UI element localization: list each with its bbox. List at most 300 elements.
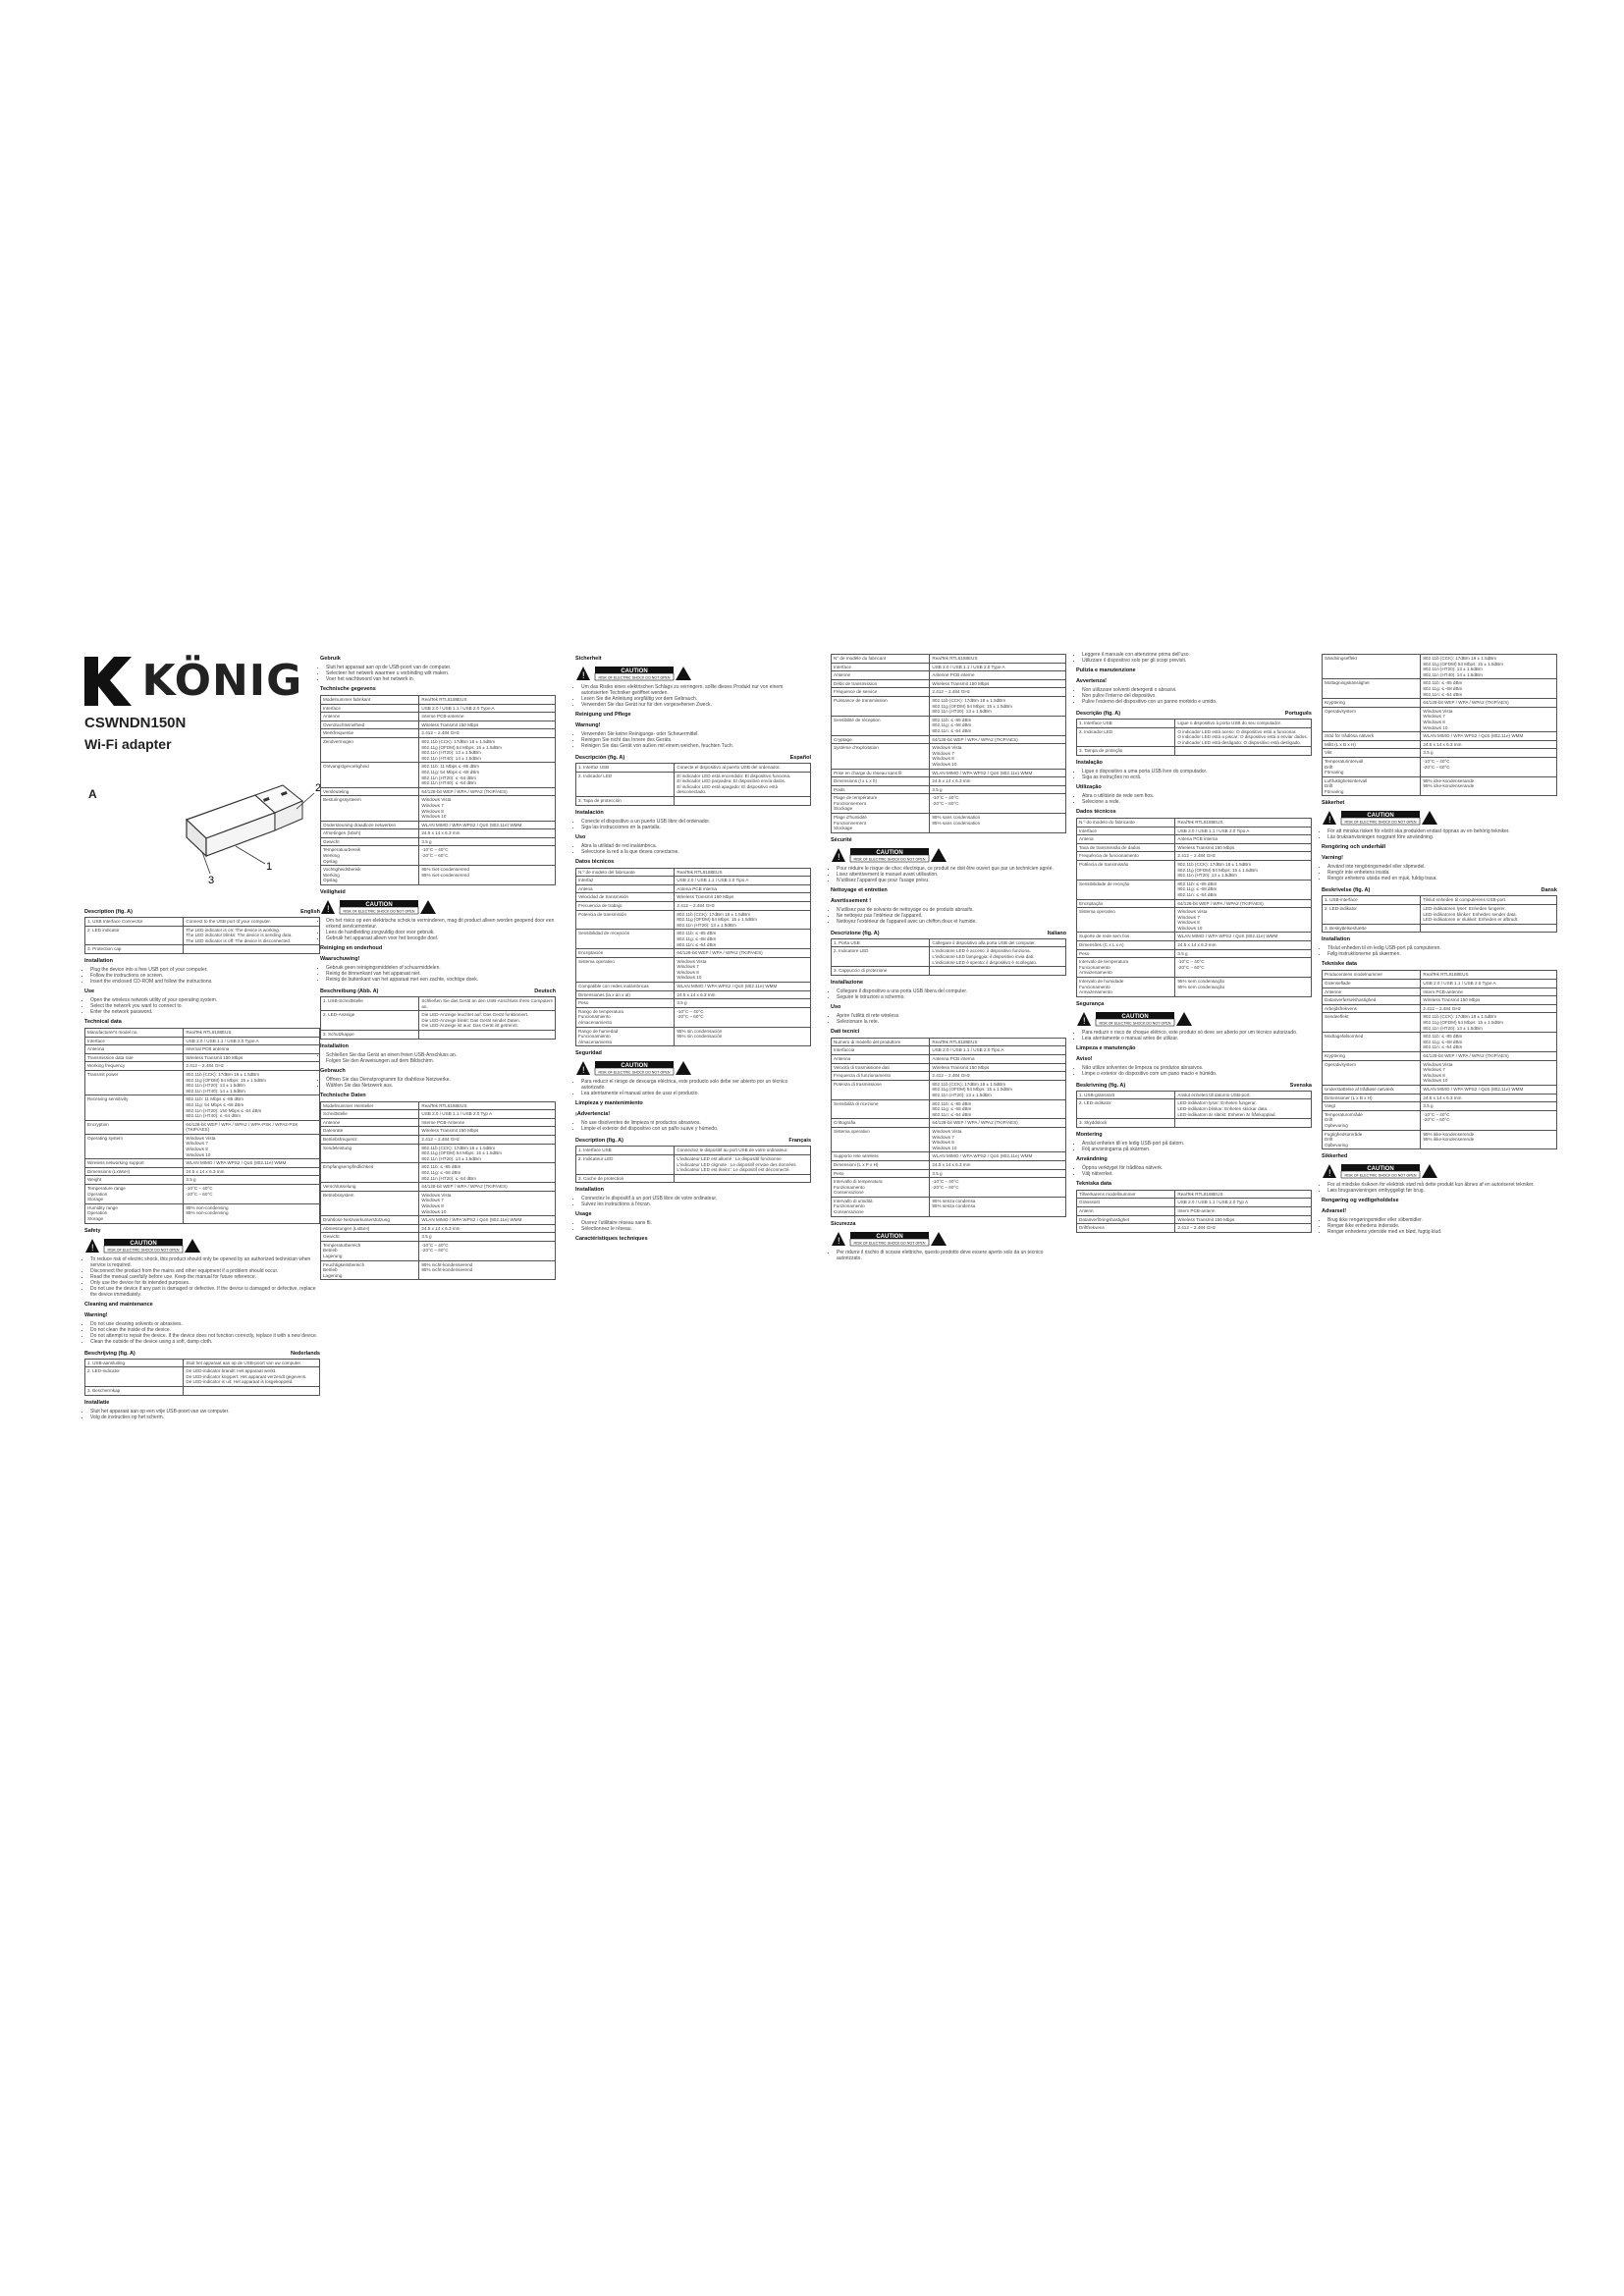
bullet-item: • Sluit het apparaat aan op een vrije USB-poort van uw computer. (90, 1409, 320, 1415)
manual-section (575, 810, 811, 830)
spec-value: Collegare il dispositivo alla porta USB del computer. (930, 938, 1066, 947)
spec-key: 1. Porta USB (832, 938, 930, 947)
section-title: Technical data (84, 1018, 122, 1025)
spec-value: RealTek RTL8188EUS (1175, 1190, 1312, 1199)
bullet-item: • Läs bruksanvisningen noggrant före användning. (1327, 834, 1557, 840)
section-title: Installation (84, 957, 114, 964)
spec-value: 95% non-condensing 95% non-condensing (184, 1203, 320, 1223)
section-language: Português (1284, 711, 1312, 717)
spec-key: Sendeeffekt (1323, 1013, 1421, 1033)
spec-key: Feuchtigkeitsbereich Betrieb Lagerung (321, 1260, 419, 1280)
caution-subtitle: RISK OF ELECTRIC SHOCK DO NOT OPEN (107, 1248, 180, 1253)
spec-key: Overdrachtssnelheid (321, 721, 419, 729)
spec-row (321, 696, 556, 705)
spec-key: Kryptering (1323, 699, 1421, 708)
spec-value: 802.11b: ≤ -85 dBm 802.11g: ≤ -68 dBm 802.11n: ≤ -64 dBm (1421, 679, 1557, 699)
bullet-item: • Connectez le dispositif à un port USB libre de votre ordinateur. (581, 1196, 811, 1201)
bullet-list (575, 1120, 811, 1132)
caution-title: CAUTION (365, 902, 393, 909)
spec-value: Antenne PCB interne (930, 671, 1066, 680)
spec-value: 24.5 x 14 x 6.3 mm (1421, 1094, 1557, 1102)
caution-warning-icon (1076, 1011, 1194, 1027)
bullet-list (84, 997, 320, 1015)
spec-value: WLAN MIMO / WPA WPS2 / QoS (802.11e) WMM (1421, 732, 1557, 741)
spec-row (832, 777, 1066, 786)
spec-key: Stöd för trådlösa nätverk (1323, 732, 1421, 741)
spec-row (576, 884, 811, 893)
spec-value: Conecte el dispositivo al puerto USB del ordenador. (675, 764, 811, 773)
spec-row (85, 1045, 320, 1054)
bullet-item: • Selecione a rede. (1082, 799, 1312, 805)
spec-value (184, 1386, 320, 1395)
spec-value: RealTek RTL8188EUS (1421, 971, 1557, 980)
spec-row (321, 1110, 556, 1119)
bullet-list (575, 731, 811, 749)
spec-value: 95% sin condensación 95% sin condensación (675, 1027, 811, 1046)
bullet-item: • Verwenden Sie das Gerät nur für den vorgesehenen Zweck. (581, 702, 811, 708)
spec-key: Intervallo di umidità Funzionamento Conservazione (832, 1197, 930, 1216)
spec-value: LED-indikatoren lyser: Enheden fungerer. LED-indikatoren blinker: Enheden sender data. LED-indikatoren er slukket: Enheden er afbrudt. (1421, 905, 1557, 925)
spec-table (1322, 895, 1557, 933)
spec-row (321, 1011, 556, 1031)
bullet-item: • Gebruik geen reinigingsmiddelen of schuurmiddelen. (326, 965, 556, 971)
spec-value: Die LED-Anzeige leuchtet auf: Das Gerät funktioniert. Die LED-Anzeige blinkt: Das Gerät sendet Daten. Die LED-Anzeige ist aus: Das Gerät ist getrennt. (419, 1011, 556, 1031)
callout-1: 1 (266, 861, 273, 873)
caution-label (1322, 810, 1557, 826)
section-language: Français (788, 1138, 811, 1145)
bullet-item: • Lisez attentivement le manuel avant utilisation. (837, 872, 1066, 878)
spec-key: Prise en charge du réseau sans fil (832, 769, 930, 777)
spec-key: 1. Interface USB (1077, 720, 1175, 728)
bullet-item: • Använd inte rengöringsmedel eller slipmedel. (1327, 864, 1557, 870)
spec-value: USB 2.0 / USB 1.1 / USB 2.0 Type A (419, 704, 556, 713)
spec-value: 95% sem condensação 95% sem condensação (1175, 978, 1312, 997)
spec-key: Antena (576, 884, 675, 893)
spec-key: Arbejdsfrekvens (1323, 1004, 1421, 1013)
manual-section (320, 1093, 556, 1281)
spec-row (1077, 843, 1312, 852)
spec-key: 3. Skyddslock (1077, 1119, 1175, 1128)
spec-key: Working frequency (85, 1062, 184, 1071)
manual-section (575, 755, 811, 806)
spec-key: Antenn (1077, 1206, 1175, 1215)
spec-key: Interface (85, 1037, 184, 1045)
spec-value: Windows Vista Windows 7 Windows 8 Windows 10 (1421, 707, 1557, 731)
spec-key: Cryptage (832, 735, 930, 744)
section-title: Uso (831, 1003, 841, 1010)
section-title: Seguridad (575, 1050, 602, 1057)
section-title: Installation (1322, 936, 1351, 943)
section-title: Sikkerhed (1322, 1153, 1348, 1160)
bullet-item: • Ouvrez l'utilitaire réseau sans fil. (581, 1220, 811, 1226)
spec-value (419, 1031, 556, 1040)
spec-row (321, 1031, 556, 1040)
bullet-item: • Conecte el dispositivo a un puerto USB libre del ordenador. (581, 819, 811, 825)
bullet-list (1076, 687, 1312, 705)
spec-value: 24.5 x 14 x 6.3 mm (930, 777, 1066, 786)
callout-2: 2 (315, 782, 322, 794)
bullet-item: • Open the wireless network utility of your operating system. (90, 997, 320, 1003)
section-subtitle: Warnung! (575, 722, 601, 728)
caution-title: CAUTION (1367, 1166, 1394, 1173)
spec-value: 3.5 g (930, 1169, 1066, 1178)
spec-row (832, 1152, 1066, 1161)
bullet-item: • Para reducir el riesgo de descarga eléctrica, este producto solo debe ser abierto por un técnico autorizado. (581, 1079, 811, 1091)
bullet-item: • Utilizzare il dispositivo solo per gli scopi previsti. (1082, 658, 1312, 664)
svg-text:!: ! (582, 670, 585, 680)
spec-row (321, 829, 556, 838)
spec-row (1077, 1091, 1312, 1099)
svg-text:!: ! (1328, 815, 1331, 826)
bullet-item: • Wählen Sie das Netzwerk aus. (326, 1083, 556, 1089)
spec-value: 2.412 – 2.484 GHz (184, 1062, 320, 1071)
manual-section (1076, 760, 1312, 780)
bullet-list (320, 1052, 556, 1064)
section-title: Installation (575, 1187, 605, 1194)
section-title: Dati tecnici (831, 1028, 860, 1035)
spec-row (321, 1144, 556, 1163)
spec-key: 3. Cappuccio di protezione (832, 967, 930, 976)
spec-row (1323, 896, 1557, 905)
spec-row (1077, 978, 1312, 997)
spec-row (832, 794, 1066, 814)
svg-text:!: ! (91, 1242, 94, 1253)
spec-row (576, 1147, 811, 1155)
spec-value: RealTek RTL8188EUS (184, 1028, 320, 1037)
spec-key: Temperaturintervall Drift Förvaring (1323, 757, 1421, 776)
spec-row (1323, 988, 1557, 996)
caution-subtitle: RISK OF ELECTRIC SHOCK DO NOT OPEN (1344, 1173, 1417, 1178)
spec-row (576, 772, 811, 796)
spec-row (576, 1174, 811, 1183)
bullet-list (1076, 1141, 1312, 1152)
spec-value: 95% sans condensation 95% sans condensation (930, 814, 1066, 833)
spec-row (1077, 818, 1312, 827)
spec-key: Dimensions (LxWxH) (85, 1167, 184, 1176)
spec-value: 2.412 – 2.484 GHz (930, 688, 1066, 697)
spec-row (321, 763, 556, 787)
manual-section (320, 686, 556, 885)
spec-key: Weight (85, 1176, 184, 1185)
spec-row (321, 1118, 556, 1127)
spec-key: Frequenza di funzionamento (832, 1072, 930, 1081)
spec-table (320, 996, 556, 1040)
spec-value: 802.11b: ≤ -85 dBm 802.11g: ≤ -68 dBm 802.11n: ≤ -64 dBm (675, 930, 811, 949)
caution-warning-icon (1322, 810, 1439, 826)
bullet-list (320, 918, 556, 941)
spec-row (1077, 720, 1312, 728)
bullet-item: • Pour réduire le risque de choc électrique, ce produit ne doit être ouvert que par un technicien agréé. (837, 866, 1066, 872)
spec-row (1077, 1099, 1312, 1119)
section-title: Rengøring og vedligeholdelse (1322, 1198, 1399, 1204)
bullet-item: • Disconnect the product from the mains and other equipment if a problem should occur. (90, 1268, 320, 1274)
section-header-title: Beschreibung (Abb. A) (320, 988, 379, 995)
spec-row (321, 1191, 556, 1215)
spec-value: 802.11b: ≤ -85 dBm 802.11g: ≤ -68 dBm 802.11n: ≤ -64 dBm (1421, 1033, 1557, 1052)
caution-title: CAUTION (876, 1233, 903, 1240)
bullet-list (1076, 769, 1312, 780)
section-header-title: Descripción (fig. A) (575, 755, 625, 761)
spec-row (1323, 655, 1557, 679)
section-title: Montering (1076, 1131, 1103, 1138)
manual-section (575, 1236, 811, 1243)
spec-row (85, 1095, 320, 1120)
manual-section (320, 656, 556, 682)
spec-row (832, 1072, 1066, 1081)
bullet-item: • Plug the device into a free USB port of your computer. (90, 967, 320, 973)
bullet-item: • Sélectionnez le réseau. (581, 1226, 811, 1232)
section-title: Rengöring och underhåll (1322, 844, 1386, 851)
spec-key: 2. LED-indikator (1077, 1099, 1175, 1119)
spec-key: Besturingssysteem (321, 796, 419, 821)
spec-value: USB 2.0 / USB 1.1 / USB 2.0 Type A (184, 1037, 320, 1045)
column-de-es-fr (575, 652, 811, 1245)
spec-key: Encriptación (576, 949, 675, 958)
spec-row (85, 1134, 320, 1158)
spec-key: 2. LED-Anzeige (321, 1011, 419, 1031)
spec-row (1077, 941, 1312, 950)
spec-value: -10°C – 40°C -20°C – 60°C (419, 1241, 556, 1260)
spec-row (576, 910, 811, 930)
caution-label (1076, 1011, 1312, 1027)
spec-row (321, 1135, 556, 1144)
spec-row (1077, 827, 1312, 835)
section-header-title: Description (fig. A) (575, 1138, 623, 1145)
spec-row (1323, 1013, 1557, 1033)
spec-value: WLAN MIMO / WPA WPS2 / QoS (802.11e) WMM (184, 1159, 320, 1168)
spec-key: Encriptação (1077, 899, 1175, 908)
spec-row (321, 1224, 556, 1233)
manual-section (831, 837, 1066, 883)
bullet-list (1322, 828, 1557, 840)
section-language: Dansk (1541, 887, 1557, 894)
spec-row (85, 918, 320, 927)
spec-value: 64/128-bit WEP / WPA / WPA2 (TKIP/AES) (419, 787, 556, 796)
manual-section (84, 1351, 320, 1396)
manual-section (1076, 1156, 1312, 1177)
spec-row (576, 877, 811, 885)
bullet-item: • Öffnen Sie das Dienstprogramm für drahtlose Netzwerke. (326, 1077, 556, 1083)
spec-value (184, 945, 320, 954)
section-title: Tekniska data (1076, 1180, 1111, 1187)
bullet-list (1322, 1217, 1557, 1235)
spec-key: 3. Protection cap (85, 945, 184, 954)
bullet-list (320, 965, 556, 983)
section-title: Gebrauch (320, 1067, 346, 1074)
bullet-list (831, 1250, 1066, 1261)
spec-key: Driftfrekvens (1077, 1224, 1175, 1233)
spec-table (320, 1101, 556, 1281)
manual-section (831, 887, 1066, 925)
bullet-list (575, 1220, 811, 1232)
spec-row (576, 990, 811, 999)
spec-key: Zendvermogen (321, 737, 419, 762)
section-header-title: Beschrijving (fig. A) (84, 1350, 135, 1357)
spec-key: Dimensiones (la x an x al) (576, 990, 675, 999)
spec-key: Sistema operativo (576, 957, 675, 982)
spec-value: 64/128-bit WEP / WPA / WPA2 (TKIP/AES) (1421, 699, 1557, 708)
spec-table (831, 938, 1066, 976)
spec-row (1323, 1033, 1557, 1052)
spec-value (1421, 924, 1557, 933)
spec-key: Plage d'humidité Fonctionnement Stockage (832, 814, 930, 833)
manual-section (575, 859, 811, 1047)
section-title: Dados técnicos (1076, 808, 1116, 815)
spec-key: Producentens modelnummer (1323, 971, 1421, 980)
section-language: Deutsch (534, 988, 556, 995)
section-title: Instalación (575, 809, 604, 816)
spec-row (85, 1037, 320, 1045)
spec-key: Betriebsfrequenz (321, 1135, 419, 1144)
manual-section (84, 1400, 320, 1420)
spec-table (1076, 1190, 1312, 1233)
manual-section (84, 1228, 320, 1298)
bullet-item: • N'utilisez pas de solvants de nettoyage ou de produits abrasifs. (837, 907, 1066, 913)
spec-row (1323, 749, 1557, 758)
spec-value: Wireless Transmit 150 Mbps (1175, 1215, 1312, 1224)
spec-value: 802.11b (CCK): 17dBm 18 ± 1.5dBm 802.11g (OFDM) 54 Mbps: 15 ± 1.5dBm 802.11n (HT20): 13 ± 1.5dBm (930, 696, 1066, 716)
spec-key: Temperaturområde Drift Opbevaring (1323, 1110, 1421, 1130)
manual-section (831, 654, 1066, 833)
spec-value: USB 2.0 / USB 1.1 / USB 2.0 Type A (930, 663, 1066, 671)
spec-table (1076, 818, 1312, 997)
bullet-item: • Følg instruktionerne på skærmen. (1327, 951, 1557, 957)
spec-key: Temperaturbereich Betrieb Lagerung (321, 1241, 419, 1260)
spec-key: Intervalo de humidade Funcionamento Armazenamento (1077, 978, 1175, 997)
caution-warning-icon (84, 1238, 202, 1254)
spec-row (832, 1119, 1066, 1128)
spec-key: 2. Indicateur LED (576, 1155, 675, 1175)
caution-label (1322, 1163, 1557, 1179)
spec-row (576, 1027, 811, 1046)
manual-section (575, 1211, 811, 1232)
spec-value: 64/128-bit WEP / WPA / WPA2 (TKIP/AES) (675, 949, 811, 958)
manual-section (1076, 711, 1312, 756)
spec-value: 64/128-bit WEP / WPA / WPA2 (TKIP/AES) (930, 735, 1066, 744)
spec-value: The LED indicator is on: The device is working. The LED indicator blinks: The device is sending data. The LED indicator is off: The device is disconnected. (184, 926, 320, 945)
manual-section (575, 1100, 811, 1132)
manual-section (575, 712, 811, 749)
brand-header (84, 656, 330, 709)
bullet-item: • Tilslut enheden til en ledig USB-port på computeren. (1327, 945, 1557, 951)
spec-value: 802.11b (CCK): 17dBm 18 ± 1.5dBm 802.11g (OFDM) 54 Mbps: 15 ± 1.5dBm 802.11n (HT20): 13 ± 1.5dBm (1175, 860, 1312, 880)
spec-key: Débit de transmission (832, 679, 930, 688)
spec-value: RealTek RTL8188EUS (1175, 818, 1312, 827)
spec-key: Fugtighedsområde Drift Opbevaring (1323, 1130, 1421, 1149)
section-header (575, 755, 811, 761)
bullet-list (84, 967, 320, 985)
spec-table (1076, 1091, 1312, 1128)
bullet-item: • Leia atentamente o manual antes de utilizar. (1082, 1036, 1312, 1041)
bullet-item: • Folgen Sie den Anweisungen auf dem Bildschirm. (326, 1058, 556, 1064)
spec-row (1323, 1130, 1557, 1149)
spec-value: Connect to the USB port of your computer. (184, 918, 320, 927)
spec-key: Understøttelse af trådløse netværk (1323, 1085, 1421, 1094)
section-language: Italiano (1047, 930, 1066, 936)
spec-value: 3.5 g (1175, 949, 1312, 958)
section-title: Pulizia e manutenzione (1076, 667, 1136, 673)
manual-section (575, 656, 811, 708)
spec-row (832, 1046, 1066, 1055)
bullet-list (831, 1013, 1066, 1025)
bullet-item: • Seleccione la red a la que desea conectarse. (581, 849, 811, 855)
spec-row (1077, 958, 1312, 978)
section-title: Uso (575, 833, 586, 840)
bullet-item: • Læs brugsanvisningen omhyggeligt før brug. (1327, 1188, 1557, 1194)
spec-value: El indicador LED está encendido: El dispositivo funciona. El indicador LED parpadea: El dispositivo envía datos. El indicador LED está apagado: El dispositivo está desconectado. (675, 772, 811, 796)
spec-table (1322, 970, 1557, 1149)
spec-key: Sensibilidad de recepción (576, 930, 675, 949)
manual-section (575, 1050, 811, 1096)
spec-key: Rango de humedad Funcionamiento Almacenamiento (576, 1027, 675, 1046)
brand-name: KÖNIG (141, 656, 303, 706)
spec-value: 802.11b: ≤ -85 dBm 802.11g: ≤ -68 dBm 802.11n (HT20): ≤ -64 dBm (419, 1163, 556, 1183)
spec-key: 3. Tampa de proteção (1077, 747, 1175, 756)
spec-key: Vægt (1323, 1102, 1421, 1111)
spec-value: 3.5 g (930, 785, 1066, 794)
spec-key: 2. Indicador LED (576, 772, 675, 796)
bullet-item: • För att minska risken för elstöt ska produkten endast öppnas av en behörig tekniker. (1327, 828, 1557, 834)
section-title: Installazione (831, 979, 864, 986)
section-title: Segurança (1076, 1000, 1105, 1007)
spec-key: Velocidad de transmisión (576, 893, 675, 902)
spec-value: Intern PCB-antenne (1421, 988, 1557, 996)
spec-value: 802.11b: ≤ -85 dBm 802.11g: ≤ -68 dBm 802.11n: ≤ -64 dBm (930, 716, 1066, 735)
spec-value: Windows Vista Windows 7 Windows 8 Windows 10 (1175, 908, 1312, 933)
spec-row (576, 983, 811, 991)
manual-section (1322, 800, 1557, 840)
spec-row (85, 1120, 320, 1134)
spec-key: Interfaz (576, 877, 675, 885)
spec-row (321, 1127, 556, 1136)
spec-value: 3.5 g (419, 1233, 556, 1242)
spec-row (321, 1101, 556, 1110)
spec-key: Wireless networking support (85, 1159, 184, 1168)
bullet-item: • Siga las instrucciones en la pantalla. (581, 825, 811, 830)
spec-key: Interface (1077, 827, 1175, 835)
bullet-item: • Lesen Sie die Anleitung sorgfältig vor dem Gebrauch. (581, 696, 811, 702)
section-subtitle: Varning! (1322, 855, 1344, 862)
spec-row (1323, 1004, 1557, 1013)
manual-section (575, 1187, 811, 1207)
spec-value: Connectez le dispositif au port USB de votre ordinateur. (675, 1147, 811, 1155)
caution-subtitle: RISK OF ELECTRIC SHOCK DO NOT OPEN (1344, 820, 1417, 825)
spec-value: O indicador LED está aceso: O dispositivo está a funcionar. O indicador LED está a piscar: O dispositivo está a enviar dados. O indicador LED está desligado: O dispositivo está desligado. (1175, 727, 1312, 747)
spec-row (85, 1176, 320, 1185)
spec-value: Wireless Transmit 150 Mbps (419, 721, 556, 729)
spec-key: 1. USB Interface Connector (85, 918, 184, 927)
spec-row (321, 821, 556, 829)
spec-row (1323, 776, 1557, 796)
spec-key: Sändningseffekt (1323, 655, 1421, 679)
spec-key: Tillverkarens modellnummer (1077, 1190, 1175, 1199)
bullet-item: • Non pulire l'interno del dispositivo. (1082, 693, 1312, 699)
spec-row (832, 735, 1066, 744)
spec-row (321, 729, 556, 738)
svg-text:!: ! (838, 851, 840, 862)
spec-row (832, 1099, 1066, 1119)
spec-value: Windows Vista Windows 7 Windows 8 Windows 10 (1421, 1060, 1557, 1085)
section-title: Sécurité (831, 836, 852, 843)
spec-key: Gewicht (321, 837, 419, 846)
spec-value: Windows Vista Windows 7 Windows 8 Windows 10 (419, 1191, 556, 1215)
spec-key: Luftfuktighetsintervall Drift Förvaring (1323, 776, 1421, 796)
bullet-item: • Lea atentamente el manual antes de usar el producto. (581, 1091, 811, 1096)
svg-text:!: ! (327, 904, 330, 915)
spec-value: Antenna PCB interna (930, 1055, 1066, 1064)
bullet-item: • Ne nettoyez pas l'intérieur de l'appareil. (837, 913, 1066, 919)
manual-section (1076, 784, 1312, 805)
